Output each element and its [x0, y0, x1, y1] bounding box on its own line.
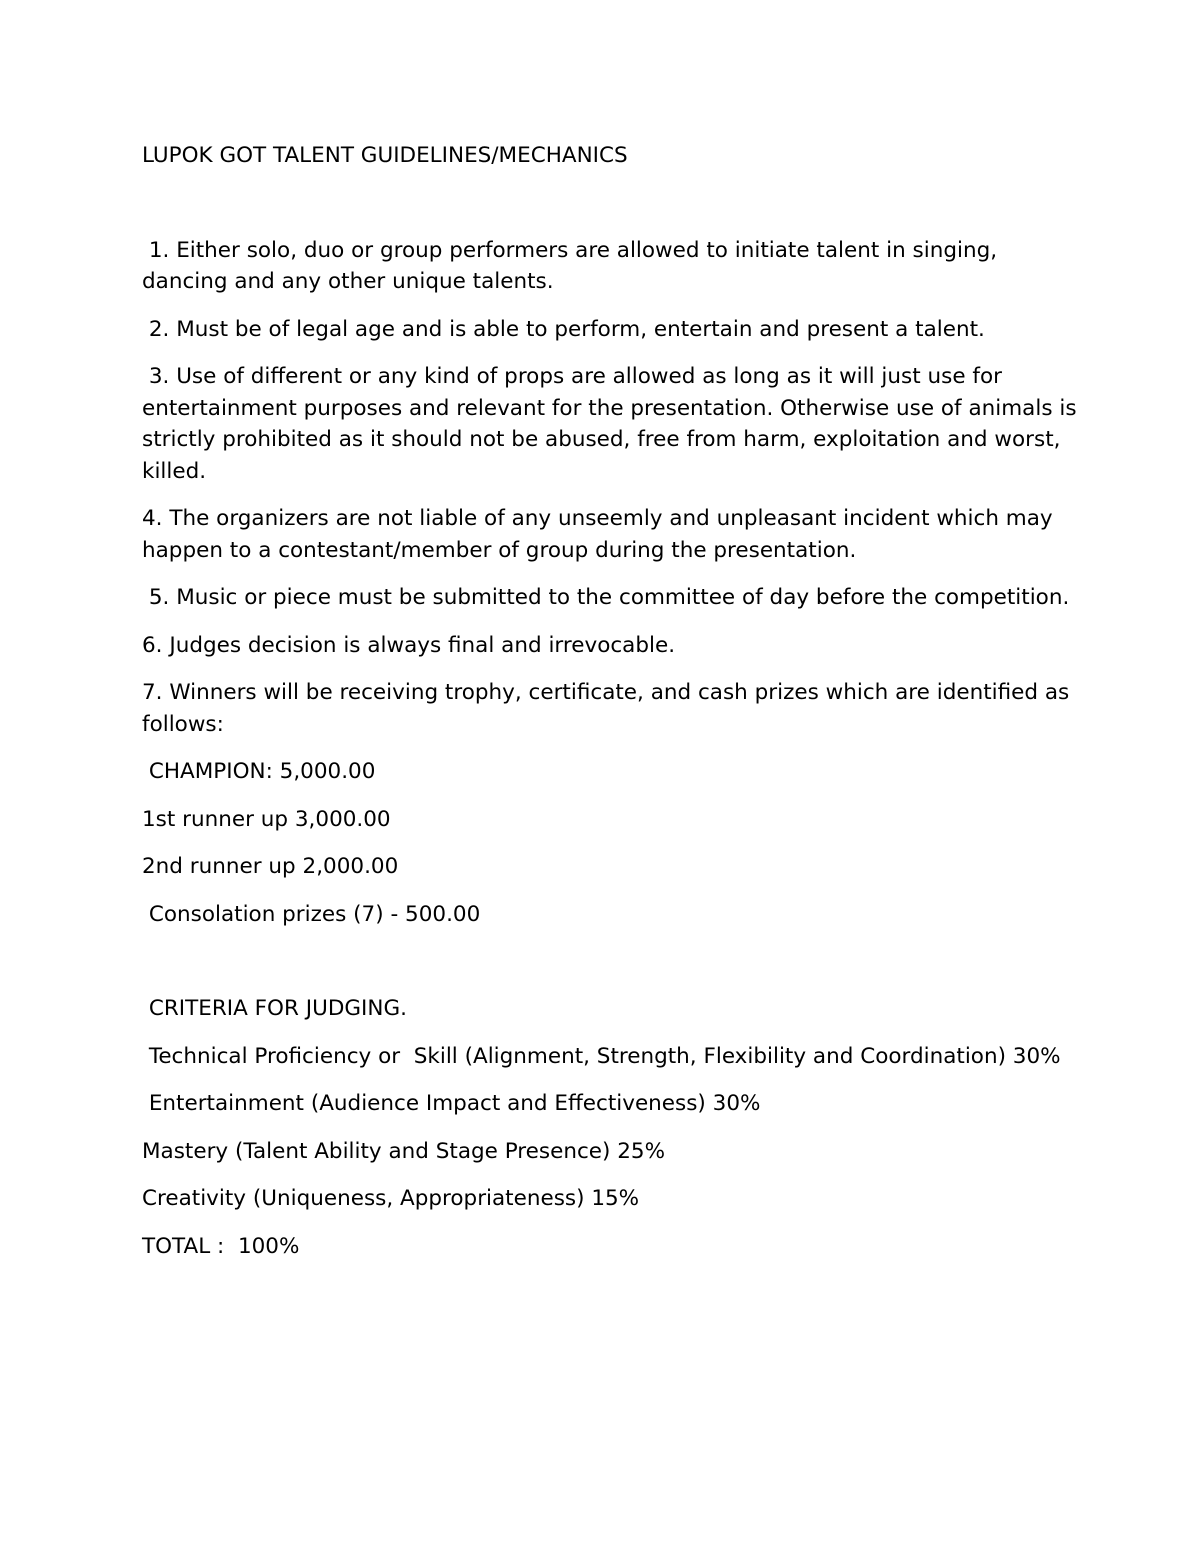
criterion-creativity: Creativity (Uniqueness, Appropriateness) 15% — [142, 1186, 640, 1211]
prize-2nd-runner-up: 2nd runner up 2,000.00 — [142, 854, 399, 879]
criterion-technical: Technical Proficiency or Skill (Alignment, Strength, Flexibility and Coordination) 30% — [142, 1043, 1061, 1069]
rule-2: 2. Must be of legal age and is able to perform, entertain and present a talent. — [142, 316, 985, 342]
criteria-heading: CRITERIA FOR JUDGING. — [142, 996, 407, 1021]
document-title: LUPOK GOT TALENT GUIDELINES/MECHANICS — [142, 143, 628, 168]
rule-7: 7. Winners will be receiving trophy, certificate, and cash prizes which are identified as follows: — [142, 680, 1077, 737]
prize-champion: CHAMPION: 5,000.00 — [142, 759, 376, 784]
rule-4: 4. The organizers are not liable of any unseemly and unpleasant incident which may happen to a contestant/member of group during the presentation. — [142, 506, 1060, 563]
rule-1: 1. Either solo, duo or group performers are allowed to initiate talent in singing, dancing and any other unique talents. — [142, 237, 1004, 294]
criterion-entertainment: Entertainment (Audience Impact and Effectiveness) 30% — [142, 1091, 761, 1116]
rule-3: 3. Use of different or any kind of props are allowed as long as it will just use for entertainment purposes and relevant for the presentation. Otherwise use of animals is strictly prohibited as it should not be abused, free from harm, exploitation and worst, killed. — [142, 364, 1084, 484]
prize-consolation: Consolation prizes (7) - 500.00 — [142, 901, 481, 927]
criterion-mastery: Mastery (Talent Ability and Stage Presence) 25% — [142, 1138, 666, 1164]
prize-1st-runner-up: 1st runner up 3,000.00 — [142, 806, 391, 832]
criteria-total: TOTAL : 100% — [142, 1233, 300, 1259]
rule-5: 5. Music or piece must be submitted to the committee of day before the competition. — [142, 585, 1070, 610]
document-page — [142, 140, 1082, 1278]
rule-6: 6. Judges decision is always final and irrevocable. — [142, 632, 676, 658]
section-spacer — [142, 946, 1082, 993]
